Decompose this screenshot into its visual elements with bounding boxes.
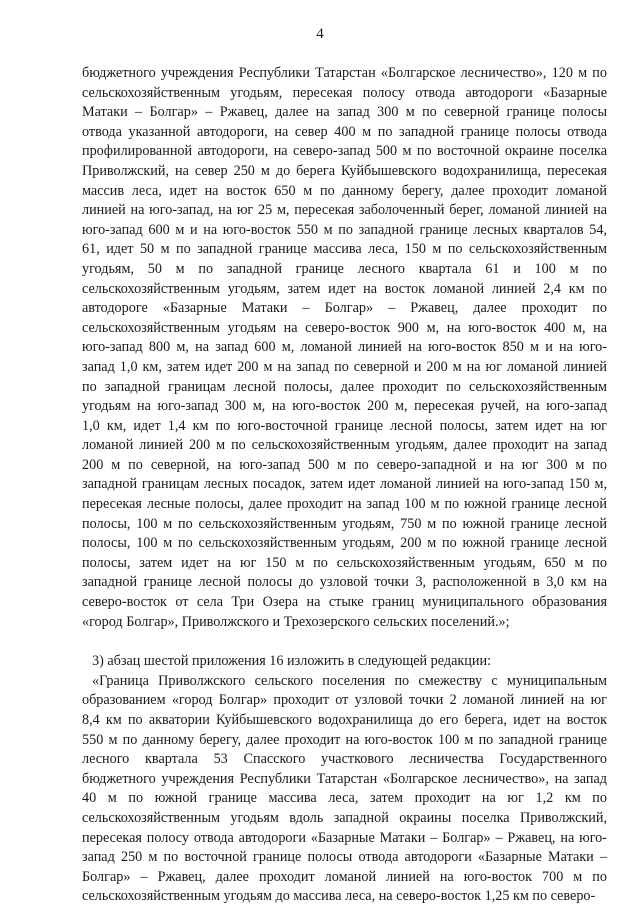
- text-line: западной границам лесных посадок, затем идет ломаной линией на юго-запад 150 м,: [82, 476, 607, 493]
- text-line: автодороге «Базарные Матаки – Болгар» – Ржавец, далее проходит по: [82, 300, 607, 317]
- text-line: бюджетного учреждения Республики Татарстан «Болгарское лесничество», на запад: [82, 770, 607, 787]
- text-line: по западной границам лесной полосы, далее проходит по сельскохозяйственным: [82, 378, 607, 395]
- text-line: угодьям, 50 м по западной границе лесного квартала 61 и 100 м по: [82, 260, 607, 277]
- paragraph-amendment-instruction: [82, 652, 607, 672]
- paragraph-boundary-continuation: [82, 64, 607, 632]
- text-line: ломаной линией 200 м по сельскохозяйственным угодьям, далее проходит на запад: [82, 437, 607, 454]
- text-line: пересекая полосу отвода автодороги «Базарные Матаки – Болгар» – Ржавец, на юго-: [82, 829, 607, 846]
- text-line: полосы, затем идет на юг 150 м по сельскохозяйственным угодьям, 650 м по: [82, 554, 607, 571]
- text-line: 8,4 км по акватории Куйбышевского водохранилища до его берега, идет на восток: [82, 712, 607, 728]
- text-line: сельскохозяйственным угодьям на северо-восток 900 м, на юго-восток 400 м, на: [82, 319, 607, 336]
- text-line: юго-запад 600 м и на юго-восток 550 м по западной границе лесных кварталов 54,: [82, 221, 607, 238]
- paragraph-privolzhsky-boundary: [82, 672, 607, 907]
- text-line: северо-восток от села Три Озера на стыке границ муниципального образования: [82, 594, 607, 611]
- text-line: полосы, 100 м по сельскохозяйственным угодьям, 200 м по южной границе лесной: [82, 535, 607, 552]
- text-line: отвода указанной автодороги, на север 400 м по западной границе полосы отвода: [82, 123, 607, 140]
- text-line: массив леса, идет на восток 650 м по данному берегу, далее проходит ломаной: [82, 182, 607, 199]
- text-line: запад 250 м по восточной границе полосы отвода автодороги «Базарные Матаки –: [82, 849, 607, 866]
- text-line: лесного квартала 53 Спасского участкового лесничества Государственного: [82, 751, 607, 768]
- text-line: 3) абзац шестой приложения 16 изложить в следующей редакции:: [92, 653, 492, 670]
- text-line: профилированной автодороги, на северо-запад 500 м по восточной окраине поселка: [82, 143, 607, 160]
- paragraph-gap: [82, 632, 607, 652]
- text-line: сельскохозяйственным угодьям до массива леса, на северо-восток 1,25 км по северо-: [82, 888, 596, 905]
- document-body: [82, 64, 607, 907]
- text-line: Приволжский, на север 250 м до берега Куйбышевского водохранилища, пересекая: [82, 162, 607, 179]
- text-line: юго-запад 800 м, на запад 600 м, ломаной линией на юго-восток 850 м и на юго-: [82, 339, 607, 356]
- text-line: 550 м по данному берегу, далее проходит на юго-восток 100 м по западной границе: [82, 731, 607, 748]
- text-line: сельскохозяйственным угодьям, пересекая полосу отвода автодороги «Базарные: [82, 84, 607, 101]
- text-line: 40 м по южной границе массива леса, затем проходит на юг 1,2 км по: [82, 790, 607, 807]
- text-line: угодьям на юго-запад 300 м, на юго-восток 200 м, пересекая ручей, на юго-запад: [82, 398, 607, 415]
- text-line: Матаки – Болгар» – Ржавец, далее на запад 300 м по северной границе полосы: [82, 104, 607, 121]
- text-line: 61, идет 50 м по западной границе массива леса, 150 м по сельскохозяйственным: [82, 241, 607, 258]
- text-line: сельскохозяйственным угодьям, затем идет на восток ломаной линией 2,4 км по: [82, 280, 607, 297]
- text-line: 200 м по северной, на юго-запад 500 м по северо-западной и на юг 300 м по: [82, 456, 607, 473]
- text-line: полосы, 100 м по сельскохозяйственным угодьям, 750 м по южной границе лесной: [82, 515, 607, 532]
- text-line: запад 1,0 км, затем идет 200 м на запад по северной и 200 м на юг ломаной линией: [82, 358, 607, 375]
- text-line: сельскохозяйственным угодьям вдоль западной окраины поселка Приволжский,: [82, 809, 607, 826]
- text-line: образованием «город Болгар» проходит от узловой точки 2 ломаной линией на юг: [82, 692, 607, 709]
- text-line: 1,0 км, идет 1,4 км по юго-восточной границе лесной полосы, затем идет на юг: [82, 417, 607, 434]
- page-number: 4: [316, 26, 324, 42]
- text-line: западной границе лесной полосы до узловой точки 3, расположенной в 3,0 км на: [82, 574, 607, 591]
- text-line: линией на юго-запад, на юг 25 м, пересекая заболоченный берег, ломаной линией на: [82, 202, 607, 219]
- text-line: Болгар» – Ржавец, далее проходит ломаной линией на юго-восток 700 м по: [82, 868, 607, 885]
- text-line: бюджетного учреждения Республики Татарстан «Болгарское лесничество», 120 м по: [82, 65, 607, 81]
- text-line: пересекая лесные полосы, далее проходит на запад 100 м по южной границе лесной: [82, 496, 607, 513]
- text-line: «Граница Приволжского сельского поселения по смежеству с муниципальным: [92, 672, 607, 689]
- text-line: «город Болгар», Приволжского и Трехозерского сельских поселений.»;: [82, 613, 510, 630]
